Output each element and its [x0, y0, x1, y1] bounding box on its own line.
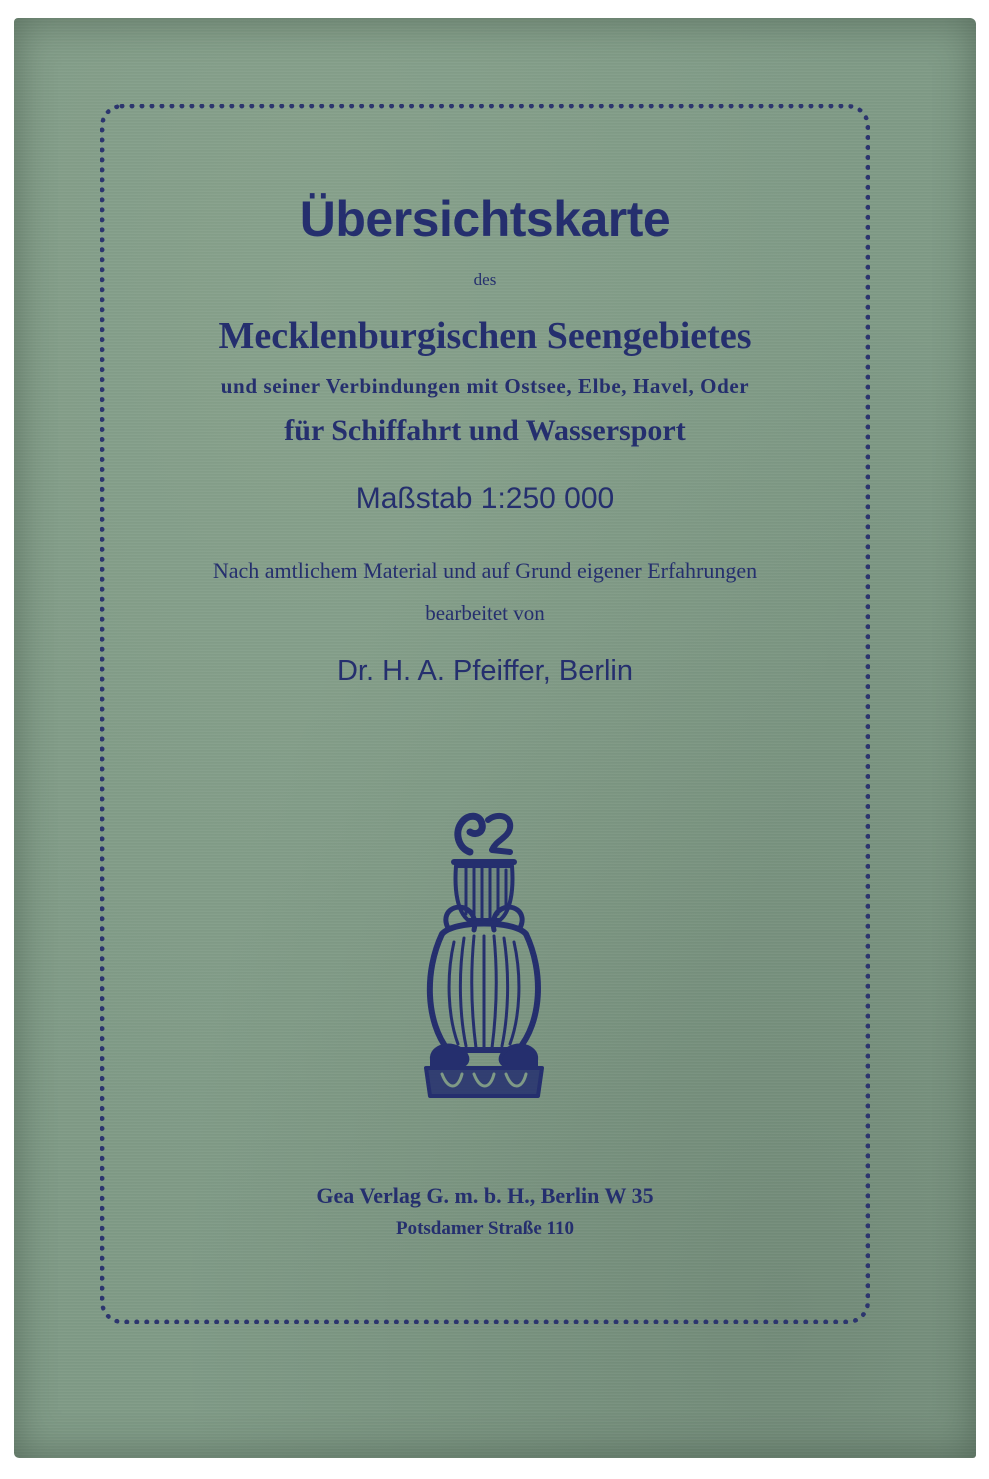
purpose-subtitle: für Schiffahrt und Wassersport	[284, 414, 686, 447]
publisher-name: Gea Verlag G. m. b. H., Berlin W 35	[316, 1183, 654, 1208]
connector-word: des	[473, 270, 497, 289]
publisher-emblem-icon	[418, 802, 548, 1102]
publisher-address: Potsdamer Straße 110	[395, 1218, 575, 1239]
source-note: Nach amtlichem Material und auf Grund eigener Erfahrungen	[212, 558, 758, 583]
author-name: Dr. H. A. Pfeiffer, Berlin	[336, 655, 634, 687]
cover-title: Übersichtskarte	[299, 191, 671, 247]
connections-subtitle: und seiner Verbindungen mit Ostsee, Elbe, Havel, Oder	[220, 374, 750, 398]
region-name: Mecklenburgischen Seengebietes	[218, 315, 752, 357]
map-scale: Maßstab 1:250 000	[355, 482, 615, 515]
edited-by-label: bearbeitet von	[425, 601, 545, 625]
